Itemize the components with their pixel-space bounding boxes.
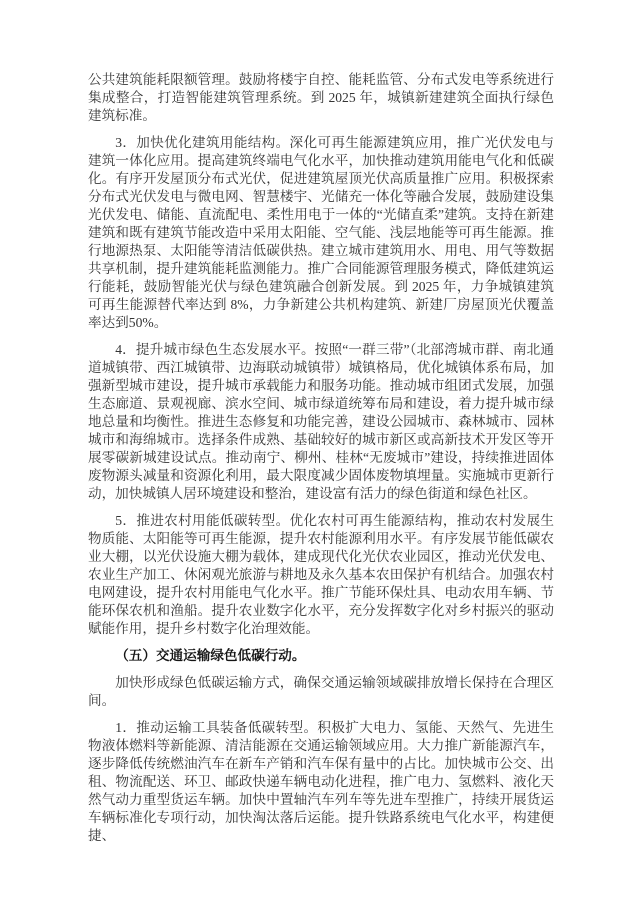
paragraph-item-5-rural-energy-transition: 5．推进农村用能低碳转型。优化农村可再生能源结构，推动农村发展生物质能、太阳能等可再生能源，提升农村能源利用水平。有序发展节能低碳农业大棚，以光伏设施大棚为载体，建成现代化光伏农业园区，推动光伏发电、农业生产加工、休闲观光旅游与耕地及永久基本农田保护有机结合。加强农村电网建设，提升农村用能电气化水平。推广节能环保灶具、电动农用车辆、节能环保农机和渔船。提升农业数字化水平，充分发挥数字化对乡村振兴的驱动赋能作用，提升乡村数字化治理效能。 xyxy=(88,513,554,636)
paragraph-transport-item-1-vehicle-equipment: 1．推动运输工具装备低碳转型。积极扩大电力、氢能、天然气、先进生物液体燃料等新能源、清洁能源在交通运输领域应用。大力推广新能源汽车，逐步降低传统燃油汽车在新车产销和汽车保有量中的占比。加快城市公交、出租、物流配送、环卫、邮政快递车辆电动化进程，推广电力、氢燃料、液化天然气动力重型货运车辆。加快中置轴汽车列车等先进车型推广，持续开展货运车辆标准化专项行动，加快淘汰落后运能。提升铁路系统电气化水平，构建便捷、 xyxy=(88,720,554,843)
paragraph-building-energy-continuation: 公共建筑能耗限额管理。鼓励将楼宇自控、能耗监管、分布式发电等系统进行集成整合，打造智能建筑管理系统。到 2025 年，城镇新建建筑全面执行绿色建筑标准。 xyxy=(88,72,554,123)
paragraph-item-4-urban-green-ecology: 4．提升城市绿色生态发展水平。按照“一群三带”（北部湾城市群、南北通道城镇带、西江城镇带、边海联动城镇带）城镇格局，优化城镇体系布局，加强新型城市建设，提升城市承载能力和服务功能。推动城市组团式发展，加强生态廊道、景观视廊、滨水空间、城市绿道统筹布局和建设，着力提升城市绿地总量和均衡性。推进生态修复和功能完善，建设公园城市、森林城市、园林城市和海绵城市。选择条件成熟、基础较好的城市新区或高新技术开发区等开展零碳新城建设试点。推动南宁、柳州、桂林“无废城市”建设，持续推进固体废物源头减量和资源化利用，最大限度减少固体废物填埋量。实施城市更新行动，加快城镇人居环境建设和整治，建设富有活力的绿色街道和绿色社区。 xyxy=(88,342,554,501)
paragraph-item-3-building-energy-structure: 3．加快优化建筑用能结构。深化可再生能源建筑应用，推广光伏发电与建筑一体化应用。提高建筑终端电气化水平，加快推动建筑用能电气化和低碳化。有序开发屋顶分布式光伏，促进建筑屋顶光伏高质量推广应用。积极探索分布式光伏发电与微电网、智慧楼宇、光储充一体化等融合发展，鼓励建设集光伏发电、储能、直流配电、柔性用电于一体的“光储直柔”建筑。支持在新建建筑和既有建筑节能改造中采用太阳能、空气能、浅层地能等可再生能源。推行地源热泵、太阳能等清洁低碳供热。建立城市建筑用水、用电、用气等数据共享机制，提升建筑能耗监测能力。推广合同能源管理服务模式，降低建筑运行能耗，鼓励智能光伏与绿色建筑融合创新发展。到 2025 年，力争城镇建筑可再生能源替代率达到 8%，力争新建公共机构建筑、新建厂房屋顶光伏覆盖率达到50%。 xyxy=(88,135,554,330)
paragraph-transport-intro: 加快形成绿色低碳运输方式，确保交通运输领域碳排放增长保持在合理区间。 xyxy=(88,675,554,708)
section-heading-transport-green-lowcarbon: （五）交通运输绿色低碳行动。 xyxy=(115,648,306,663)
